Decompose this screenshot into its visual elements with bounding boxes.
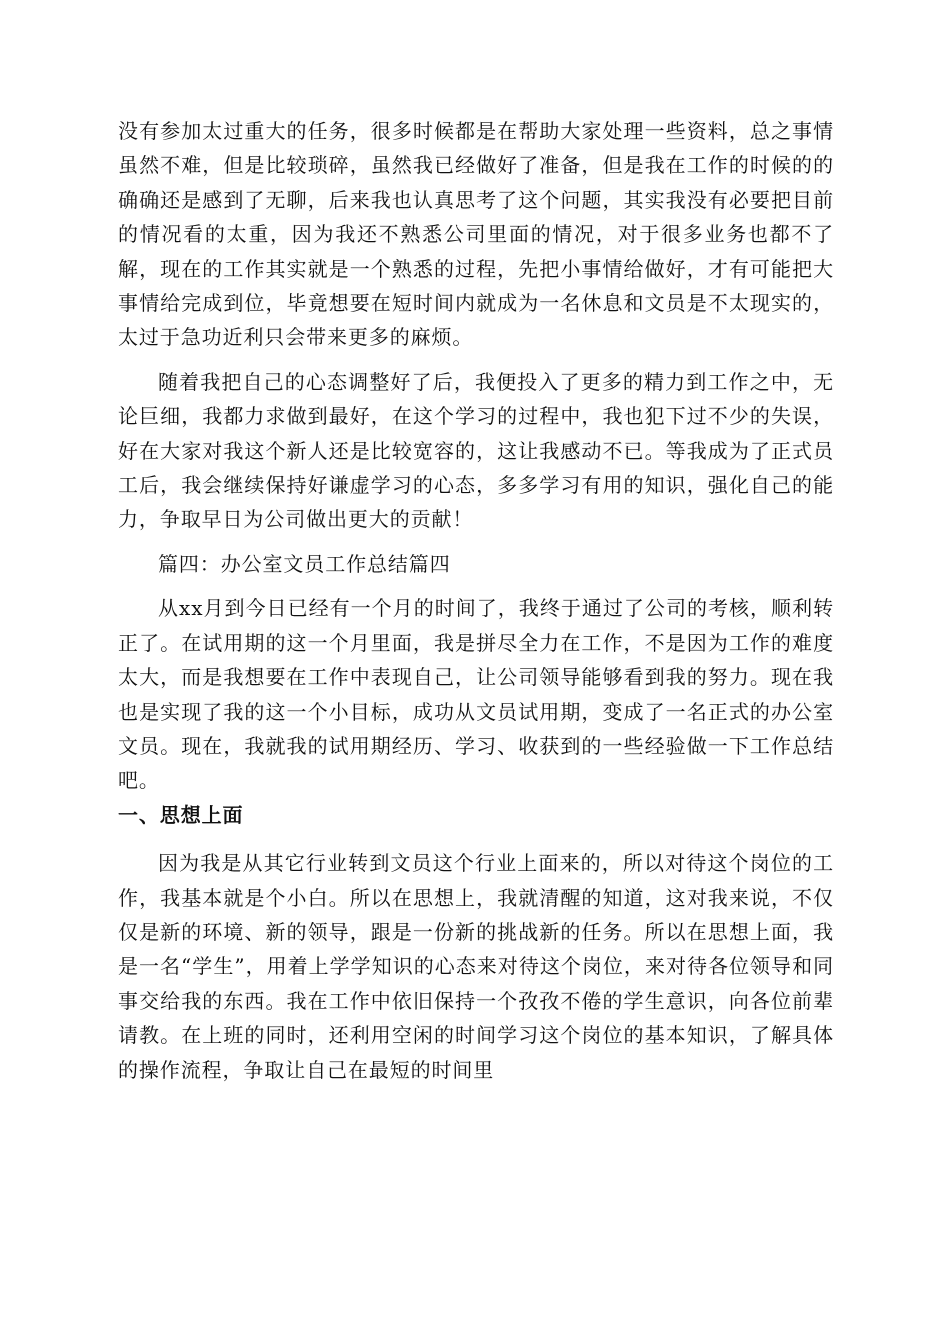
document-body <box>118 114 834 1087</box>
section-title-part-four: 篇四：办公室文员工作总结篇四 <box>158 551 451 576</box>
heading-ideology: 一、思想上面 <box>118 802 244 827</box>
paragraph-2: 随着我把自己的心态调整好了后，我便投入了更多的精力到工作之中，无论巨细，我都力求做到最好，在这个学习的过程中，我也犯下过不少的失误，好在大家对我这个新人还是比较宽容的，这让我感动不已。等我成为了正式员工后，我会继续保持好谦虚学习的心态，多多学习有用的知识，强化自己的能力，争取早日为公司做出更大的贡献！ <box>118 369 834 532</box>
paragraph-3: 从xx月到今日已经有一个月的时间了，我终于通过了公司的考核，顺利转正了。在试用期的这一个月里面，我是拼尽全力在工作，不是因为工作的难度太大，而是我想要在工作中表现自己，让公司领导能够看到我的努力。现在我也是实现了我的这一个小目标，成功从文员试用期，变成了一名正式的办公室文员。现在，我就我的试用期经历、学习、收获到的一些经验做一下工作总结吧。 <box>118 596 834 793</box>
paragraph-4: 因为我是从其它行业转到文员这个行业上面来的，所以对待这个岗位的工作，我基本就是个小白。所以在思想上，我就清醒的知道，这对我来说，不仅仅是新的环境、新的领导，跟是一份新的挑战新的任务。所以在思想上面，我是一名“学生”，用着上学学知识的心态来对待这个岗位，来对待各位领导和同事交给我的东西。我在工作中依旧保持一个孜孜不倦的学生意识，向各位前辈请教。在上班的同时，还利用空闲的时间学习这个岗位的基本知识，了解具体的操作流程，争取让自己在最短的时间里 <box>118 851 834 1082</box>
paragraph-1: 没有参加太过重大的任务，很多时候都是在帮助大家处理一些资料，总之事情虽然不难，但是比较琐碎，虽然我已经做好了准备，但是我在工作的时候的的确确还是感到了无聊，后来我也认真思考了这个问题，其实我没有必要把目前的情况看的太重，因为我还不熟悉公司里面的情况，对于很多业务也都不了解，现在的工作其实就是一个熟悉的过程，先把小事情给做好，才有可能把大事情给完成到位，毕竟想要在短时间内就成为一名休息和文员是不太现实的，太过于急功近利只会带来更多的麻烦。 <box>118 119 834 350</box>
